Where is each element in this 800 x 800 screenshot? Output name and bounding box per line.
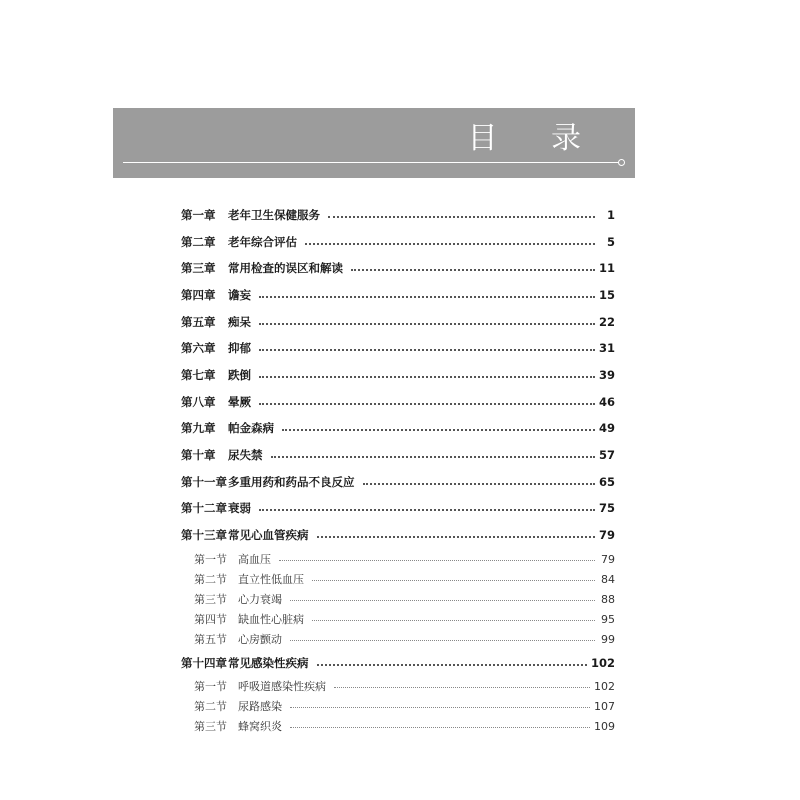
toc-entry-number: 第二节 — [194, 573, 227, 586]
toc-page-number: 22 — [598, 315, 615, 329]
toc-chapter-entry[interactable] — [181, 205, 615, 225]
toc-entry-number: 第六章 — [181, 341, 216, 355]
toc-entry-title: 蜂窝织炎 — [238, 720, 282, 733]
toc-entry-title: 衰弱 — [228, 501, 251, 515]
toc-entry-number: 第七章 — [181, 368, 216, 382]
toc-chapter-entry[interactable] — [181, 653, 615, 673]
toc-entry-title: 直立性低血压 — [238, 573, 304, 586]
toc-chapter-entry[interactable] — [181, 285, 615, 305]
toc-chapter-entry[interactable] — [181, 312, 615, 332]
dot-leader — [317, 663, 587, 666]
toc-entry-number: 第十二章 — [181, 501, 227, 515]
toc-entry-title: 常见心血管疾病 — [228, 528, 309, 542]
toc-entry-number: 第四章 — [181, 288, 216, 302]
dot-leader — [259, 322, 595, 325]
toc-entry-number: 第十四章 — [181, 656, 227, 670]
toc-section-entry[interactable] — [181, 717, 615, 735]
toc-entry-number: 第三节 — [194, 593, 227, 606]
toc-entry-number: 第二节 — [194, 700, 227, 713]
toc-page-number: 57 — [598, 448, 615, 462]
toc-entry-title: 缺血性心脏病 — [238, 613, 304, 626]
toc-page-number: 39 — [598, 368, 615, 382]
toc-section-entry[interactable] — [181, 590, 615, 608]
toc-page-number: 84 — [601, 572, 615, 586]
toc-page-number: 107 — [594, 699, 615, 713]
dot-leader — [351, 268, 595, 271]
toc-entry-title: 多重用药和药品不良反应 — [228, 475, 355, 489]
toc-section-entry[interactable] — [181, 570, 615, 588]
dot-leader — [290, 639, 595, 641]
toc-page-number: 102 — [590, 656, 615, 670]
toc-entry-title: 心力衰竭 — [238, 593, 282, 606]
toc-entry-title: 跌倒 — [228, 368, 251, 382]
dot-leader — [334, 686, 590, 688]
dot-leader — [259, 508, 595, 511]
toc-section-entry[interactable] — [181, 630, 615, 648]
dot-leader — [312, 579, 595, 581]
header-divider — [123, 162, 619, 163]
dot-leader — [363, 482, 595, 485]
toc-entry-title: 呼吸道感染性疾病 — [238, 680, 326, 693]
toc-page-number: 31 — [598, 341, 615, 355]
toc-section-entry[interactable] — [181, 610, 615, 628]
toc-section-entry[interactable] — [181, 677, 615, 695]
toc-entry-number: 第九章 — [181, 421, 216, 435]
dot-leader — [282, 428, 595, 431]
toc-entry-title: 帕金森病 — [228, 421, 274, 435]
toc-header-banner — [113, 108, 635, 178]
toc-chapter-entry[interactable] — [181, 418, 615, 438]
dot-leader — [259, 375, 595, 378]
toc-page-number: 65 — [598, 475, 615, 489]
divider-end-dot — [618, 159, 625, 166]
toc-entry-title: 晕厥 — [228, 395, 251, 409]
toc-entry-title: 谵妄 — [228, 288, 251, 302]
dot-leader — [317, 535, 595, 538]
dot-leader — [305, 242, 595, 245]
toc-page-number: 75 — [598, 501, 615, 515]
toc-entry-number: 第二章 — [181, 235, 216, 249]
toc-entry-title: 常用检查的误区和解读 — [228, 261, 343, 275]
page-title: 目 录 — [467, 121, 603, 156]
dot-leader — [290, 706, 590, 708]
toc-entry-title: 抑郁 — [228, 341, 251, 355]
toc-entry-number: 第一节 — [194, 553, 227, 566]
dot-leader — [312, 619, 595, 621]
dot-leader — [259, 348, 595, 351]
toc-entry-number: 第五章 — [181, 315, 216, 329]
toc-page-number: 46 — [598, 395, 615, 409]
toc-chapter-entry[interactable] — [181, 392, 615, 412]
toc-page-number: 5 — [606, 235, 615, 249]
toc-page-number: 79 — [601, 552, 615, 566]
toc-entry-title: 老年卫生保健服务 — [228, 208, 320, 222]
dot-leader — [290, 599, 595, 601]
toc-entry-title: 尿路感染 — [238, 700, 282, 713]
toc-entry-number: 第五节 — [194, 633, 227, 646]
toc-entry-number: 第四节 — [194, 613, 227, 626]
dot-leader — [259, 295, 595, 298]
toc-entry-title: 尿失禁 — [228, 448, 263, 462]
toc-entry-number: 第三章 — [181, 261, 216, 275]
toc-chapter-entry[interactable] — [181, 472, 615, 492]
toc-entry-number: 第十三章 — [181, 528, 227, 542]
toc-entry-number: 第一节 — [194, 680, 227, 693]
toc-entry-title: 常见感染性疾病 — [228, 656, 309, 670]
toc-chapter-entry[interactable] — [181, 525, 615, 545]
toc-page-number: 49 — [598, 421, 615, 435]
toc-chapter-entry[interactable] — [181, 232, 615, 252]
toc-page-number: 109 — [594, 719, 615, 733]
toc-section-entry[interactable] — [181, 550, 615, 568]
toc-entry-title: 痴呆 — [228, 315, 251, 329]
toc-entry-title: 老年综合评估 — [228, 235, 297, 249]
toc-page-number: 79 — [598, 528, 615, 542]
dot-leader — [328, 215, 595, 218]
toc-chapter-entry[interactable] — [181, 258, 615, 278]
dot-leader — [279, 559, 595, 561]
toc-chapter-entry[interactable] — [181, 365, 615, 385]
toc-page-number: 102 — [594, 679, 615, 693]
toc-entry-number: 第一章 — [181, 208, 216, 222]
dot-leader — [271, 455, 595, 458]
toc-page-number: 88 — [601, 592, 615, 606]
toc-chapter-entry[interactable] — [181, 498, 615, 518]
toc-page-number: 1 — [606, 208, 615, 222]
toc-entry-title: 高血压 — [238, 553, 271, 566]
dot-leader — [259, 402, 595, 405]
dot-leader — [290, 726, 590, 728]
toc-entry-number: 第十一章 — [181, 475, 227, 489]
toc-page-number: 11 — [598, 261, 615, 275]
toc-entry-title: 心房颤动 — [238, 633, 282, 646]
toc-entry-number: 第八章 — [181, 395, 216, 409]
toc-entry-number: 第十章 — [181, 448, 216, 462]
toc-page-number: 99 — [601, 632, 615, 646]
toc-chapter-entry[interactable] — [181, 445, 615, 465]
toc-page-number: 15 — [598, 288, 615, 302]
toc-entry-number: 第三节 — [194, 720, 227, 733]
toc-page-number: 95 — [601, 612, 615, 626]
toc-section-entry[interactable] — [181, 697, 615, 715]
toc-chapter-entry[interactable] — [181, 338, 615, 358]
